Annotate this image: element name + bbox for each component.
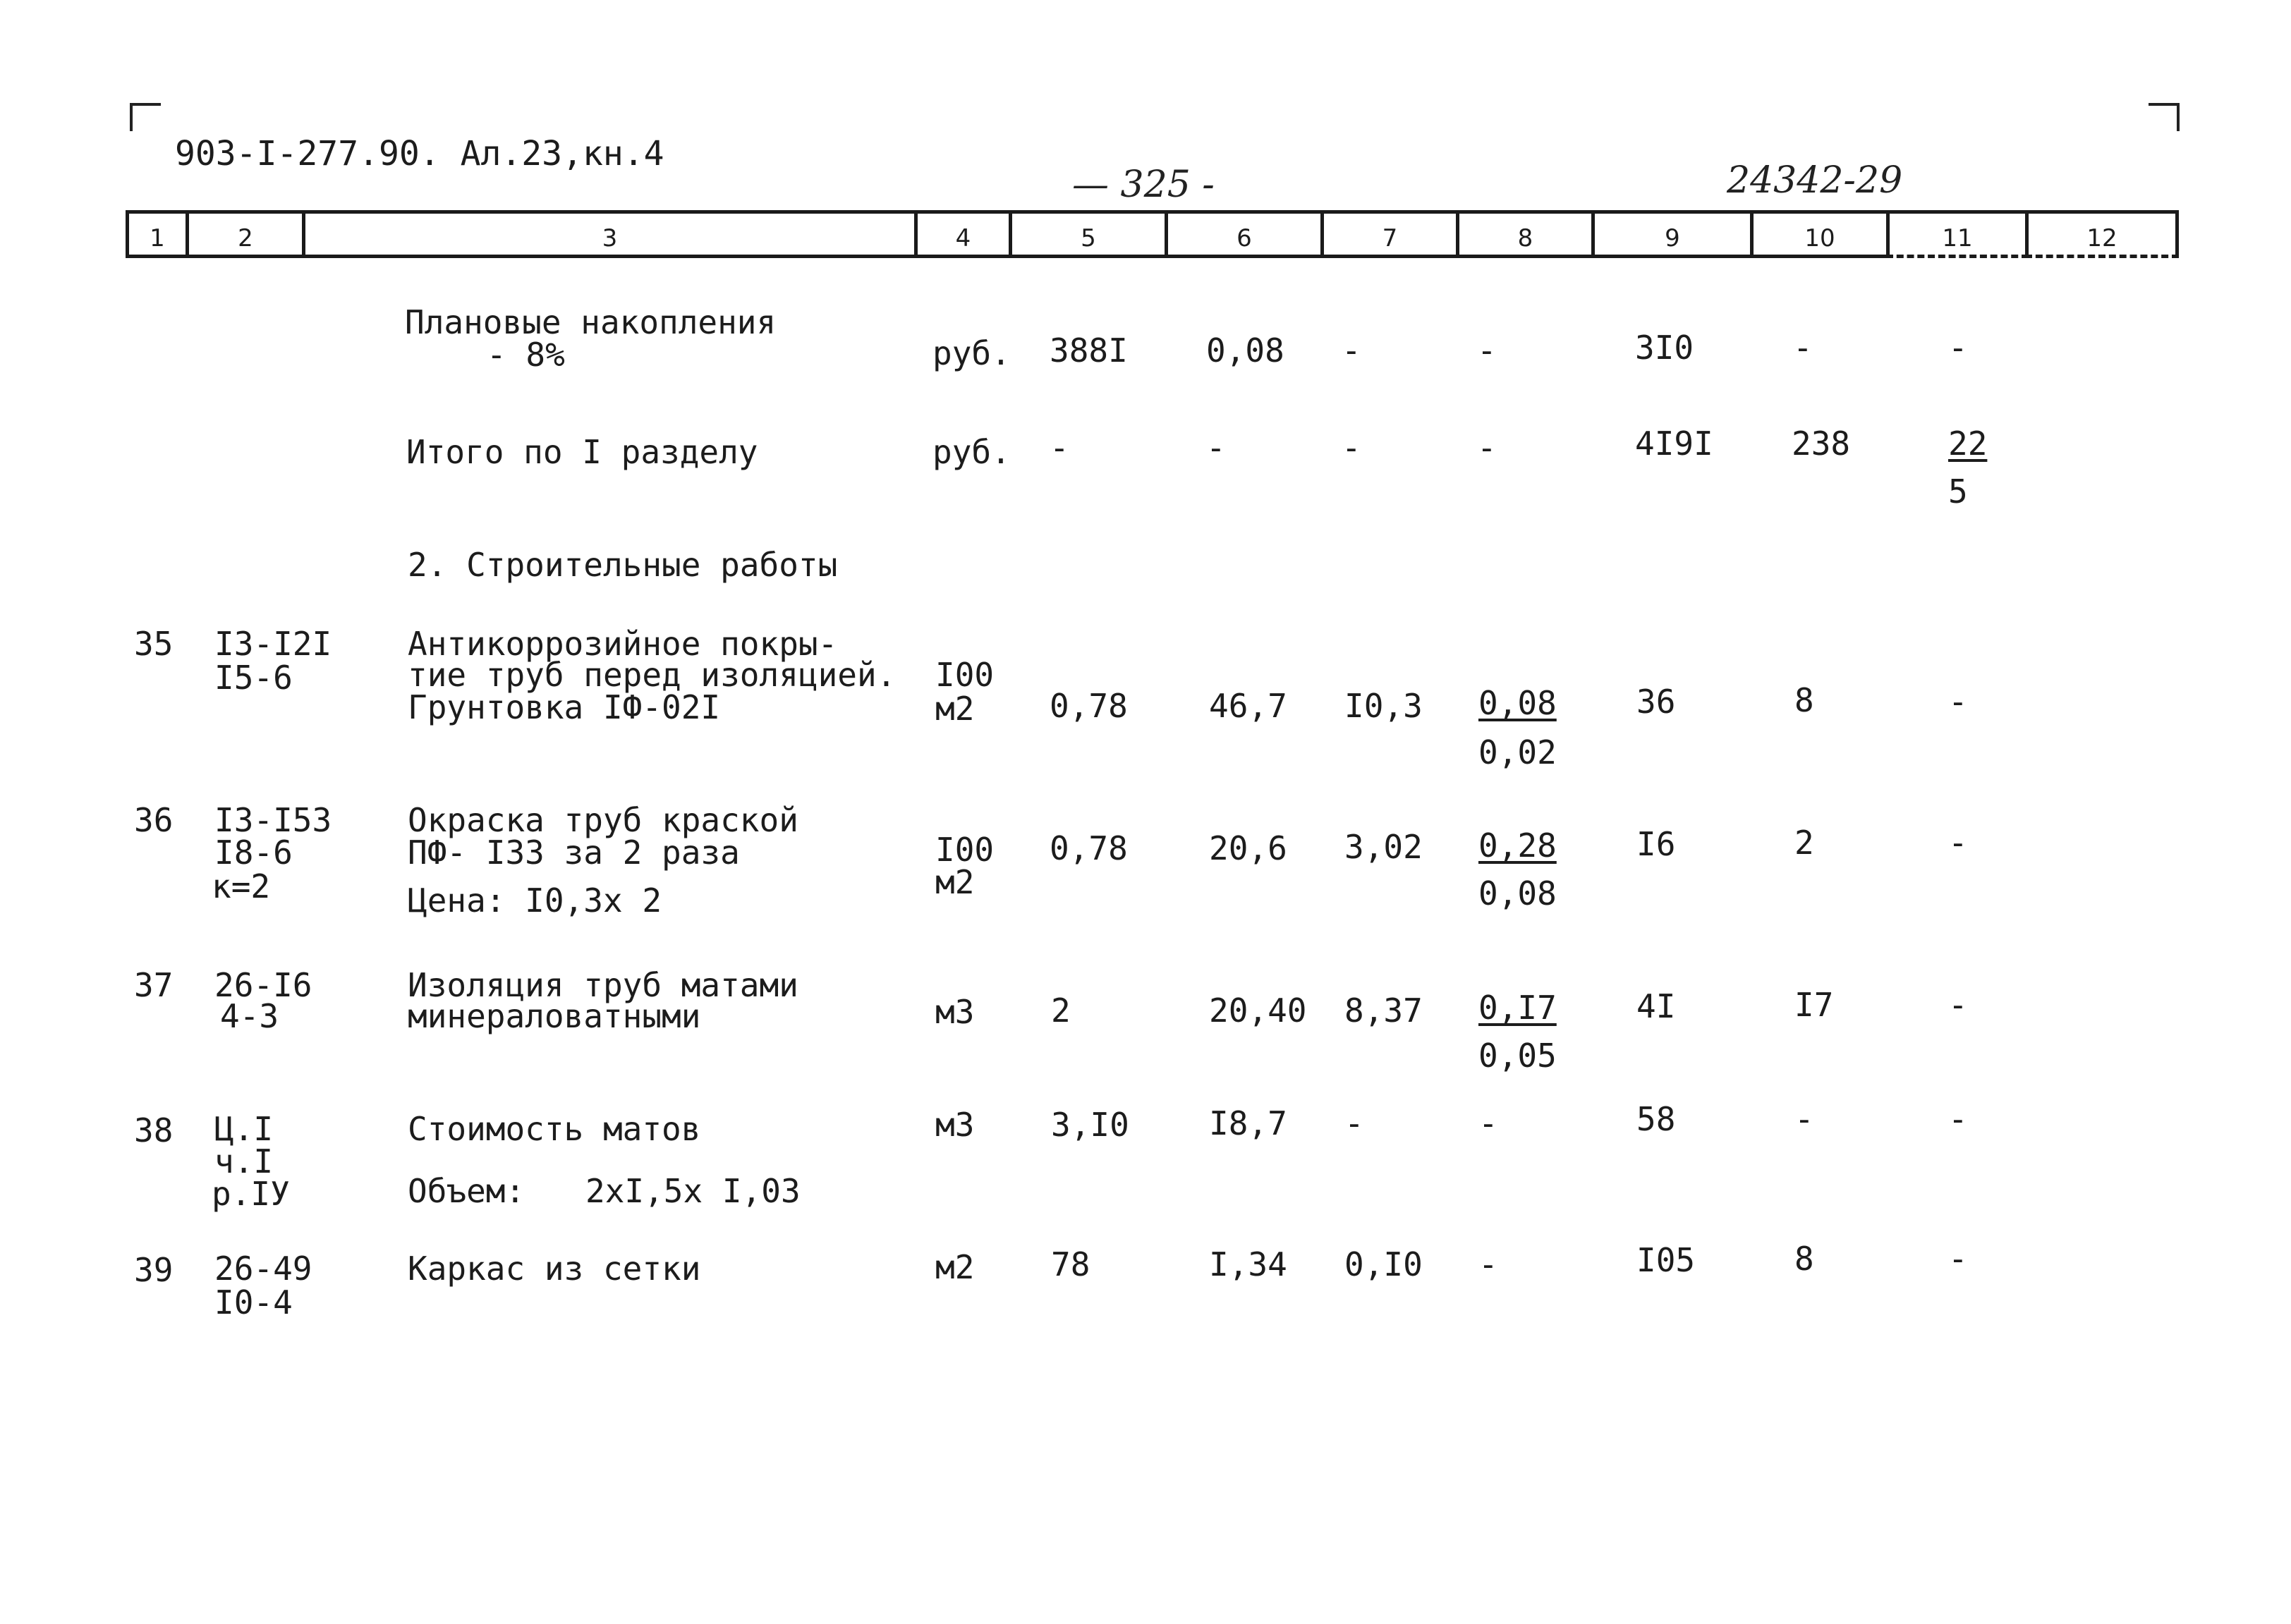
row-unit: руб. xyxy=(932,433,1011,471)
row-total: 3I0 xyxy=(1635,329,1694,367)
row-col11-top: 22 xyxy=(1948,425,1988,463)
row-description: Антикоррозийное покры- xyxy=(408,625,838,663)
row-col8-top: 0,28 xyxy=(1478,826,1557,865)
row-unit-cost: 46,7 xyxy=(1209,687,1287,725)
column-number: 6 xyxy=(1236,224,1252,252)
row-unit: м2 xyxy=(935,690,975,728)
row-unit: м3 xyxy=(935,993,975,1031)
page-number: — 325 - xyxy=(1072,164,1215,206)
row-col8: - xyxy=(1478,1245,1498,1283)
row-col7: - xyxy=(1344,1104,1364,1142)
row-code: 4-3 xyxy=(220,997,279,1035)
row-col10: 2 xyxy=(1794,824,1814,862)
row-unit-cost: 0,08 xyxy=(1206,331,1284,370)
row-total: 4I xyxy=(1636,987,1676,1025)
row-code: Ц.I xyxy=(214,1110,274,1148)
column-number: 7 xyxy=(1382,224,1398,252)
row-number: 39 xyxy=(134,1251,174,1289)
row-col10: - xyxy=(1793,329,1813,367)
row-quantity: 0,78 xyxy=(1050,687,1128,725)
row-total: 36 xyxy=(1636,683,1676,721)
row-col8-top: 0,I7 xyxy=(1478,989,1557,1027)
row-volume-value: 2хI,5х I,03 xyxy=(585,1172,801,1210)
row-unit-cost: 20,40 xyxy=(1209,991,1307,1030)
row-col11: - xyxy=(1948,824,1968,862)
row-description: Стоимость матов xyxy=(408,1110,701,1148)
row-col7: 3,02 xyxy=(1344,828,1423,866)
row-description: Каркас из сетки xyxy=(408,1250,701,1288)
row-col8-bottom: 0,02 xyxy=(1478,733,1557,771)
column-number: 11 xyxy=(1942,224,1973,252)
row-unit: I00 xyxy=(935,656,995,694)
row-code: I0-4 xyxy=(214,1283,293,1321)
row-unit-cost: I8,7 xyxy=(1209,1104,1287,1142)
row-col11: - xyxy=(1948,683,1968,721)
row-code: I3-I53 xyxy=(214,801,332,839)
corner-mark-top-right xyxy=(2149,103,2180,131)
row-col11: - xyxy=(1948,1100,1968,1138)
row-unit: м3 xyxy=(935,1106,975,1144)
row-quantity: - xyxy=(1050,429,1069,467)
column-number: 4 xyxy=(955,224,971,252)
row-description: минераловатными xyxy=(408,997,701,1035)
row-number: 35 xyxy=(134,625,174,663)
row-col7: 8,37 xyxy=(1344,991,1423,1030)
row-code: I5-6 xyxy=(214,659,293,697)
document-code: 903-I-277.90. Ал.23,кн.4 xyxy=(175,134,664,173)
column-number: 8 xyxy=(1517,224,1533,252)
row-col8-top: 0,08 xyxy=(1478,684,1557,722)
row-total: I6 xyxy=(1636,825,1676,863)
row-quantity: 3,I0 xyxy=(1051,1106,1129,1144)
row-quantity: 78 xyxy=(1051,1245,1090,1283)
row-col8: - xyxy=(1478,1104,1498,1142)
row-code: 26-49 xyxy=(214,1250,312,1288)
column-number: 10 xyxy=(1804,224,1835,252)
column-number: 12 xyxy=(2086,224,2117,252)
row-price-note: Цена: I0,3х 2 xyxy=(408,881,662,920)
row-quantity: 0,78 xyxy=(1050,829,1128,867)
row-number: 38 xyxy=(134,1111,174,1149)
row-unit-cost: - xyxy=(1206,429,1226,467)
row-unit-cost: 20,6 xyxy=(1209,829,1287,867)
row-unit: м2 xyxy=(935,863,975,901)
row-col10: - xyxy=(1794,1100,1814,1138)
row-col11: - xyxy=(1948,986,1968,1024)
row-unit-cost: I,34 xyxy=(1209,1245,1287,1283)
column-number: 1 xyxy=(150,224,165,252)
row-description: Плановые накопления xyxy=(405,303,777,341)
row-col10: 238 xyxy=(1792,425,1851,463)
column-number: 2 xyxy=(238,224,253,252)
row-code: I8-6 xyxy=(214,834,293,872)
column-number: 9 xyxy=(1665,224,1680,252)
inventory-number: 24342-29 xyxy=(1727,159,1903,202)
row-col8-bottom: 0,08 xyxy=(1478,874,1557,912)
row-number: 37 xyxy=(134,966,174,1004)
row-col11: - xyxy=(1948,329,1968,367)
row-unit: м2 xyxy=(935,1248,975,1286)
row-volume-label: Объем: xyxy=(408,1172,525,1210)
row-description: Изоляция труб матами xyxy=(408,966,798,1004)
row-number: 36 xyxy=(134,801,174,839)
row-quantity: 2 xyxy=(1051,991,1071,1030)
row-description: - 8% xyxy=(487,336,565,374)
row-total: 4I9I xyxy=(1635,425,1713,463)
column-number: 5 xyxy=(1081,224,1096,252)
row-total: I05 xyxy=(1636,1241,1696,1279)
column-number: 3 xyxy=(602,224,618,252)
row-description: Итого по I разделу xyxy=(406,433,758,471)
row-description: Окраска труб краской xyxy=(408,801,798,839)
row-col11: - xyxy=(1948,1240,1968,1278)
row-description: Грунтовка IФ-02I xyxy=(408,688,721,726)
row-unit: руб. xyxy=(932,334,1011,372)
row-code: р.IУ xyxy=(212,1175,290,1213)
row-col10: 8 xyxy=(1794,681,1814,719)
row-description: ПФ- I33 за 2 раза xyxy=(408,834,740,872)
corner-mark-top-left xyxy=(130,103,161,131)
row-col7: 0,I0 xyxy=(1344,1245,1423,1283)
row-col7: I0,3 xyxy=(1344,687,1423,725)
row-col7: - xyxy=(1342,429,1361,467)
row-col8-bottom: 0,05 xyxy=(1478,1037,1557,1075)
row-total: 58 xyxy=(1636,1100,1676,1138)
row-quantity: 388I xyxy=(1050,331,1128,370)
row-col8: - xyxy=(1477,331,1497,370)
row-col10: 8 xyxy=(1794,1240,1814,1278)
row-code: 26-I6 xyxy=(214,966,312,1004)
row-col8: - xyxy=(1477,429,1497,467)
row-code: ч.I xyxy=(214,1142,274,1180)
row-col7: - xyxy=(1342,331,1361,370)
row-code: к=2 xyxy=(212,867,271,905)
row-col11-bottom: 5 xyxy=(1948,472,1968,511)
section-title: 2. Строительные работы xyxy=(408,546,838,584)
row-description: тие труб перед изоляцией. xyxy=(408,656,897,694)
row-code: I3-I2I xyxy=(214,625,332,663)
row-col10: I7 xyxy=(1794,986,1834,1024)
row-unit: I00 xyxy=(935,831,995,869)
